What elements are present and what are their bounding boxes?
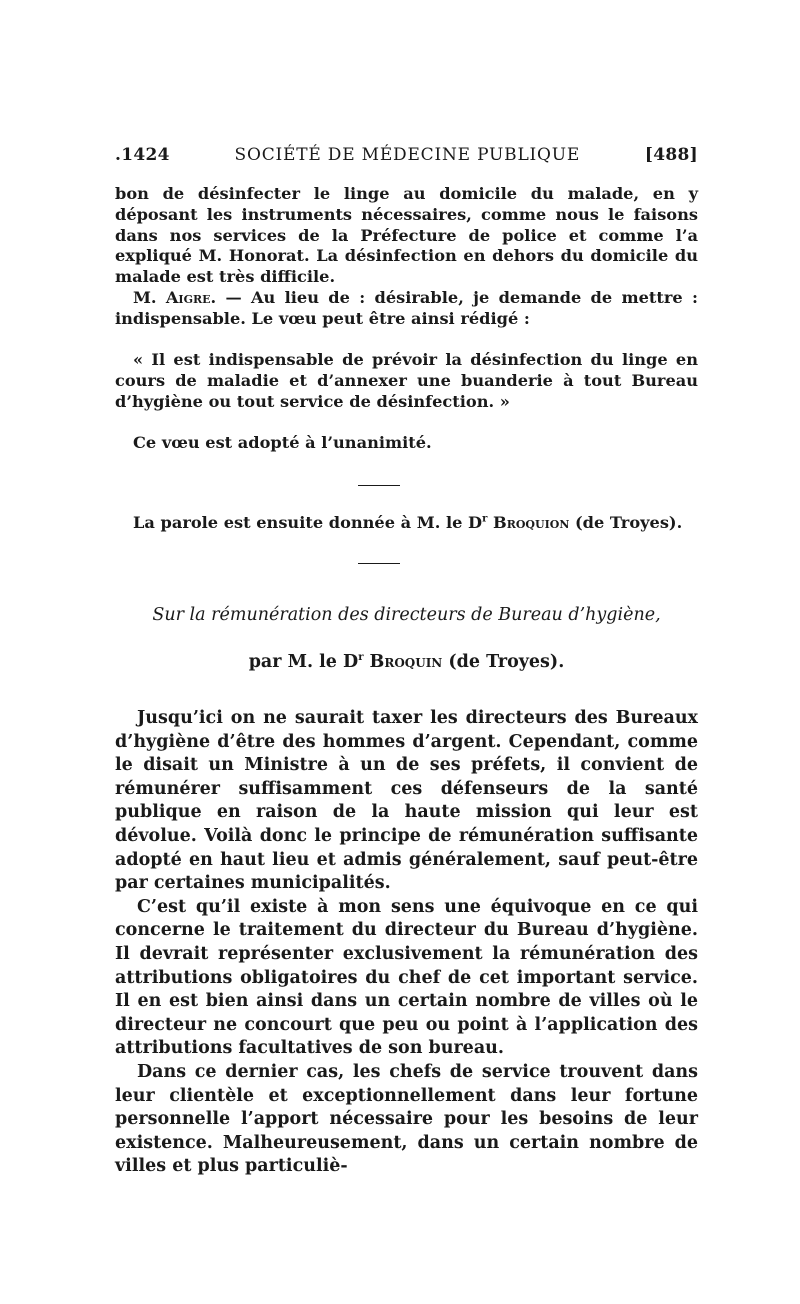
section-number: [488] (644, 145, 698, 165)
running-header (115, 145, 698, 165)
author-name: Broquin (363, 652, 443, 672)
discussion-paragraph-2 (115, 288, 698, 330)
article-body (115, 707, 698, 1179)
article-byline (115, 652, 698, 672)
byline-text: par M. le D (248, 652, 359, 672)
intro-text: La parole est ensuite donnée à M. le D (133, 513, 483, 532)
discussion-paragraph-1 (115, 184, 698, 288)
body-paragraph: Dans ce dernier cas, les chefs de service trouvent dans leur clientèle et exceptionnellement dans leur fortune personnelle l’apport nécessaire pour les besoins de leur existence. Malheureusement, dans un certain nombre de villes et plus particuliè- (115, 1061, 698, 1177)
body-paragraph: Jusqu’ici on ne saurait taxer les directeurs des Bureaux d’hygiène d’être des hommes d’argent. Cependant, comme le disait un Ministre à un de ses préfets, il convient de rémunérer suffisamment ces défenseurs de la santé publique en raison de la haute mission qui leur est dévolue. Voilà donc le principe de rémunération suffisante adopté en haut lieu et admis généralement, sauf peut-être par certaines municipalités. (115, 708, 698, 894)
speaker-introduction (115, 513, 698, 534)
speaker-text: — Au lieu de : désirable, je demande de mettre : indispensable. Le vœu peut être ainsi rédigé : (115, 288, 698, 328)
paragraph-text: « Il est indispensable de prévoir la désinfection du linge en cours de maladie et d’annexer une buanderie à tout Bureau d’hygiène ou tout service de désinfection. » (115, 350, 698, 411)
body-paragraph: C’est qu’il existe à mon sens une équivoque en ce qui concerne le traitement du directeur du Bureau d’hygiène. Il devrait représenter exclusivement la rémunération des attributions obligatoires du chef de cet important service. Il en est bien ainsi dans un certain nombre de villes où le directeur ne concourt que peu ou point à l’application des attributions facultatives de son bureau. (115, 896, 698, 1059)
section-divider (358, 485, 400, 486)
speaker-name: M. Aigre. (133, 288, 217, 307)
article-title: Sur la rémunération des directeurs de Bureau d’hygiène, (152, 605, 661, 625)
byline-text-end: (de Troyes). (442, 652, 565, 672)
title-superscript: r (482, 513, 488, 525)
resolution-quote (115, 350, 698, 412)
paragraph-text: bon de désinfecter le linge au domicile du malade, en y déposant les instruments nécessaires, comme nous le faisons dans nos services de la Préfecture de police et comme l’a expliqué M. Honorat. La désinfection en dehors du domicile du malade est très difficile. (115, 184, 698, 287)
title-superscript: r (358, 652, 364, 664)
intro-text-end: (de Troyes). (569, 513, 683, 532)
paragraph-text (115, 288, 698, 330)
paragraph-text: Ce vœu est adopté à l’unanimité. (133, 433, 432, 452)
running-title: SOCIÉTÉ DE MÉDECINE PUBLIQUE (234, 145, 581, 165)
paragraph-text (115, 513, 698, 534)
section-divider (358, 563, 400, 564)
speaker-name: Broquion (487, 513, 570, 532)
adoption-note (115, 433, 698, 454)
page-number: .1424 (115, 145, 170, 165)
